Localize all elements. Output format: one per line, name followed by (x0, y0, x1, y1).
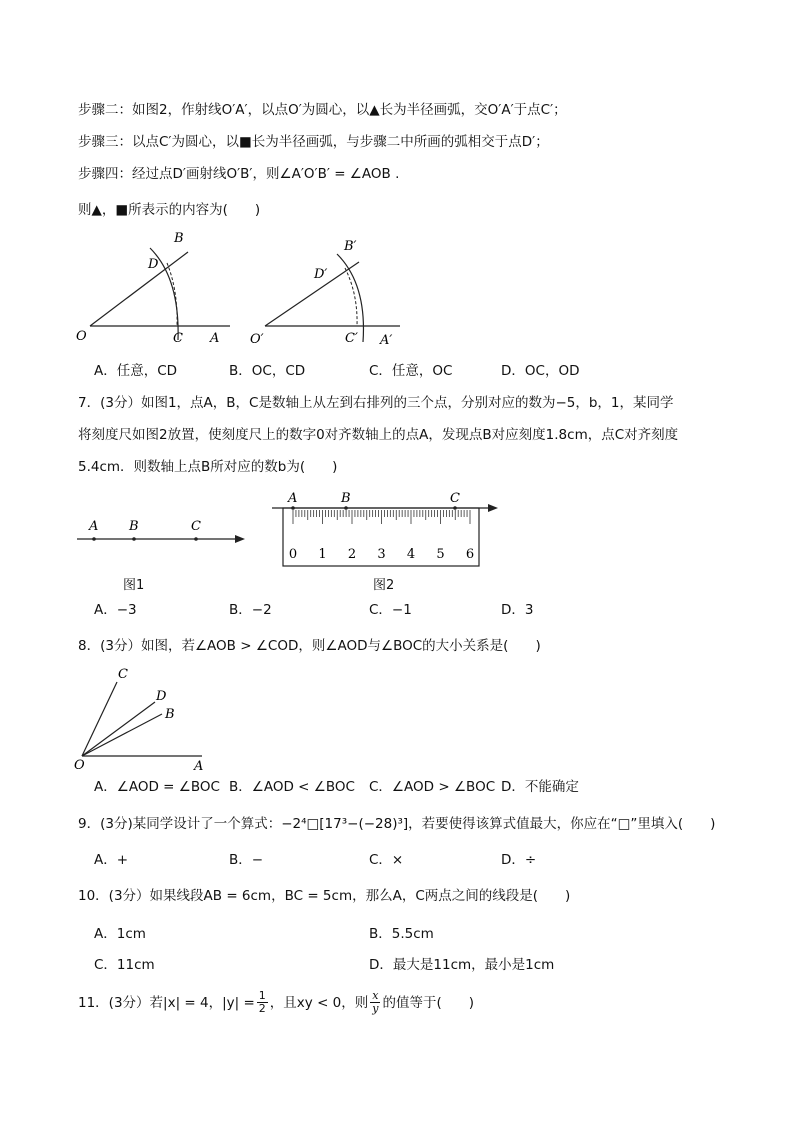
label-C-prime: C′ (345, 331, 358, 346)
q9-option-c[interactable]: C．× (369, 852, 404, 868)
label-O-prime: O′ (250, 332, 264, 347)
label-B: B (174, 231, 184, 246)
q8-option-c[interactable]: C．∠AOD > ∠BOC (369, 779, 496, 795)
q11-frac-denominator: 2 (258, 1002, 266, 1015)
q9-option-d[interactable]: D．÷ (501, 852, 537, 868)
q9-stem: 9．(3分)某同学设计了一个算式：−2⁴□[17³−(−28)³]，若要使得该算式值最大，你应在“□”里填入( ) (78, 816, 716, 832)
q9-option-b[interactable]: B．− (229, 852, 264, 868)
q6-option-d[interactable]: D．OC，OD (501, 363, 580, 379)
q8-label-A: A (194, 759, 204, 772)
q8-option-a[interactable]: A．∠AOD = ∠BOC (94, 779, 220, 795)
q11-fraction-half (257, 990, 268, 1015)
q11-frac-numerator: 1 (258, 989, 266, 1002)
q6-figure-right (245, 232, 415, 352)
q8-label-B: B (165, 707, 175, 722)
q11-frac2-numerator: x (372, 989, 379, 1002)
q10-stem: 10．(3分）如果线段AB = 6cm，BC = 5cm，那么A，C两点之间的线段是( ) (78, 888, 571, 904)
label-B-prime: B′ (344, 239, 357, 254)
q11-stem-part1: 11．(3分）若|x| = 4，|y| = (78, 994, 255, 1011)
q10-option-d[interactable]: D．最大是11cm，最小是1cm (369, 957, 555, 973)
fig1-label-A: A (89, 519, 99, 534)
q7-option-d[interactable]: D．3 (501, 602, 534, 618)
q10-option-a[interactable]: A．1cm (94, 926, 146, 942)
q11-stem-part3: 的值等于( ) (382, 994, 475, 1011)
ruler-number: 0 (288, 547, 298, 562)
label-D-prime: D′ (314, 267, 328, 282)
label-A: A (210, 331, 220, 346)
label-O: O (76, 329, 87, 344)
fig2-label-A: A (288, 491, 298, 506)
step-three-text: 步骤三：以点C′为圆心，以■长为半径画弧，与步骤二中所画的弧相交于点D′； (78, 134, 549, 150)
fig2-label-C: C (450, 491, 460, 506)
q8-label-O: O (74, 758, 85, 772)
fig2-caption: 图2 (373, 578, 395, 593)
q7-stem-line3: 5.4cm．则数轴上点B所对应的数b为( ) (78, 459, 338, 475)
q9-option-a[interactable]: A．+ (94, 852, 129, 868)
ruler-number: 4 (406, 547, 416, 562)
label-D: D (148, 257, 159, 272)
q8-stem: 8．(3分）如图，若∠AOB > ∠COD，则∠AOD与∠BOC的大小关系是( ) (78, 638, 541, 654)
ruler-number: 2 (347, 547, 357, 562)
q11-stem (78, 990, 474, 1015)
q11-fraction-xy (370, 990, 380, 1015)
ruler-number: 5 (436, 547, 445, 562)
q10-option-b[interactable]: B．5.5cm (369, 926, 434, 942)
q8-option-b[interactable]: B．∠AOD < ∠BOC (229, 779, 355, 795)
q8-label-D: D (156, 689, 167, 704)
q7-stem-line1: 7．(3分）如图1，点A，B，C是数轴上从左到右排列的三个点，分别对应的数为−5，b，1，某同学 (78, 395, 674, 411)
step-two-text: 步骤二：如图2，作射线O′A′，以点O′为圆心，以▲长为半径画弧，交O′A′于点C′； (78, 102, 567, 118)
ruler-number: 6 (465, 547, 475, 562)
step-four-text: 步骤四：经过点D′画射线O′B′，则∠A′O′B′ = ∠AOB . (78, 166, 400, 182)
q7-option-a[interactable]: A．−3 (94, 602, 137, 618)
ruler-number: 1 (318, 547, 327, 562)
q10-option-c[interactable]: C．11cm (94, 957, 155, 973)
q6-option-c[interactable]: C．任意，OC (369, 363, 453, 379)
label-A-prime: A′ (380, 333, 393, 348)
q6-stem: 则▲，■所表示的内容为( ) (78, 202, 261, 218)
q7-figure2-ruler (268, 488, 500, 570)
q7-stem-line2: 将刻度尺如图2放置，使刻度尺上的数字0对齐数轴上的点A，发现点B对应刻度1.8cm，点C对齐刻度 (78, 427, 679, 443)
q6-option-a[interactable]: A．任意，CD (94, 363, 178, 379)
q7-figure1-number-line (75, 514, 255, 554)
q11-frac2-denominator: y (372, 1002, 379, 1015)
ruler-number: 3 (377, 547, 386, 562)
q11-stem-part2: ，且xy < 0，则 (269, 994, 369, 1011)
q6-option-b[interactable]: B．OC，CD (229, 363, 306, 379)
q8-label-C: C (118, 667, 128, 682)
q8-figure (72, 662, 212, 772)
fig1-label-C: C (191, 519, 201, 534)
q7-option-b[interactable]: B．−2 (229, 602, 272, 618)
q6-figure-left (70, 228, 240, 348)
label-C: C (173, 331, 183, 346)
fig2-label-B: B (341, 491, 351, 506)
fig1-label-B: B (129, 519, 139, 534)
q8-option-d[interactable]: D．不能确定 (501, 779, 579, 795)
q7-option-c[interactable]: C．−1 (369, 602, 412, 618)
fig1-caption: 图1 (123, 578, 145, 593)
